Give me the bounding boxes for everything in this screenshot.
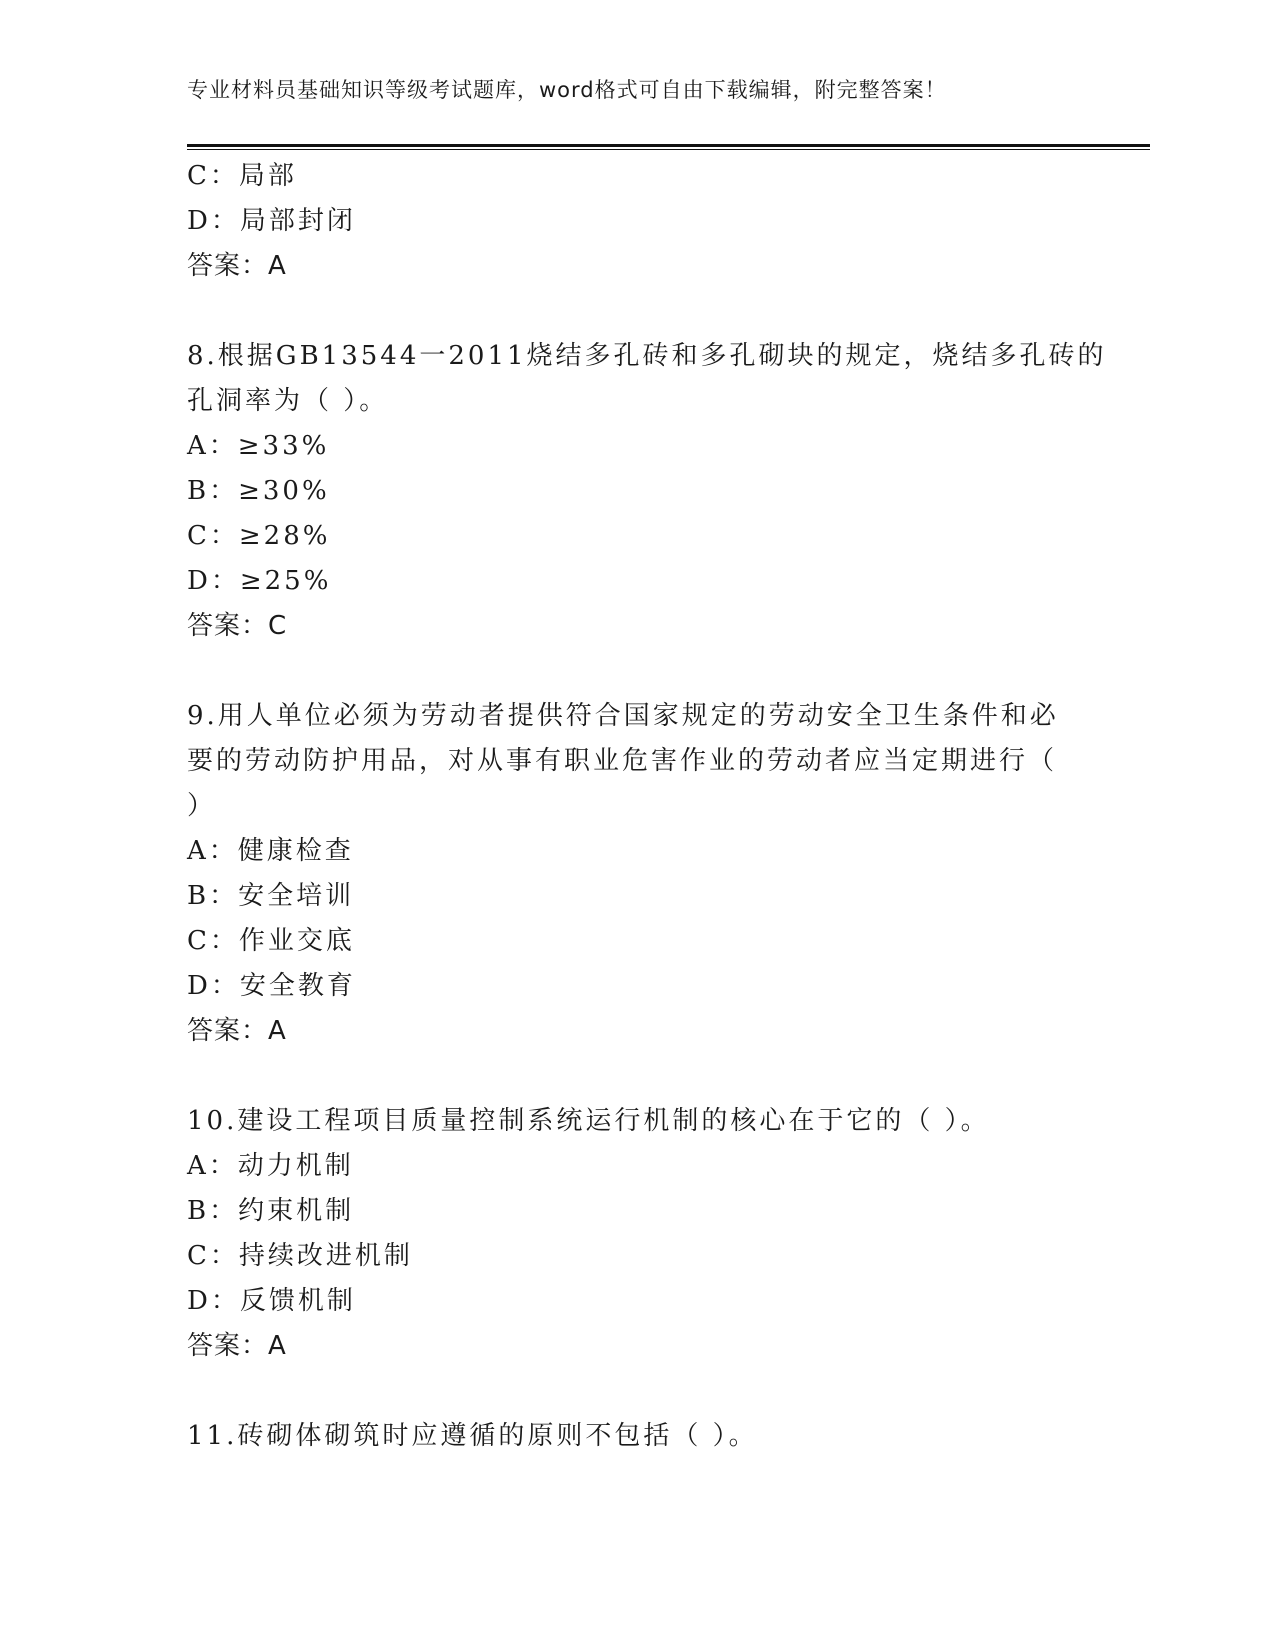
q9-stem-line-1: 9.用人单位必须为劳动者提供符合国家规定的劳动安全卫生条件和必 — [187, 701, 1059, 731]
q9-answer: 答案：A — [187, 1016, 287, 1046]
prev-option-c: C：局部 — [187, 161, 297, 191]
prev-option-d: D：局部封闭 — [187, 206, 356, 236]
header-rule-thick — [187, 144, 1150, 147]
q8-option-b: B：≥30% — [187, 476, 330, 506]
q10-stem-line-1: 10.建设工程项目质量控制系统运行机制的核心在于它的（ ）。 — [187, 1106, 990, 1136]
q9-stem-line-3: ） — [187, 791, 217, 821]
q11-stem-line-1: 11.砖砌体砌筑时应遵循的原则不包括（ ）。 — [187, 1421, 758, 1451]
q8-option-d: D：≥25% — [187, 566, 332, 596]
q10-option-b: B：约束机制 — [187, 1196, 355, 1226]
q9-option-a: A：健康检查 — [187, 836, 354, 866]
q9-option-b: B：安全培训 — [187, 881, 355, 911]
q10-option-c: C：持续改进机制 — [187, 1241, 413, 1271]
q8-stem-line-2: 孔洞率为（ ）。 — [187, 386, 389, 416]
prev-answer: 答案：A — [187, 251, 287, 281]
q8-option-a: A：≥33% — [187, 431, 330, 461]
q10-option-a: A：动力机制 — [187, 1151, 354, 1181]
page-header: 专业材料员基础知识等级考试题库，word格式可自由下载编辑，附完整答案！ — [187, 78, 947, 102]
q9-option-c: C：作业交底 — [187, 926, 355, 956]
q10-answer: 答案：A — [187, 1331, 287, 1361]
q8-option-c: C：≥28% — [187, 521, 331, 551]
q8-answer: 答案：C — [187, 611, 288, 641]
q9-option-d: D：安全教育 — [187, 971, 356, 1001]
q8-stem-line-1: 8.根据GB13544一2011烧结多孔砖和多孔砌块的规定，烧结多孔砖的 — [187, 341, 1107, 371]
q10-option-d: D：反馈机制 — [187, 1286, 356, 1316]
header-rule-thin — [187, 149, 1150, 150]
q9-stem-line-2: 要的劳动防护用品，对从事有职业危害作业的劳动者应当定期进行（ — [187, 746, 1058, 776]
